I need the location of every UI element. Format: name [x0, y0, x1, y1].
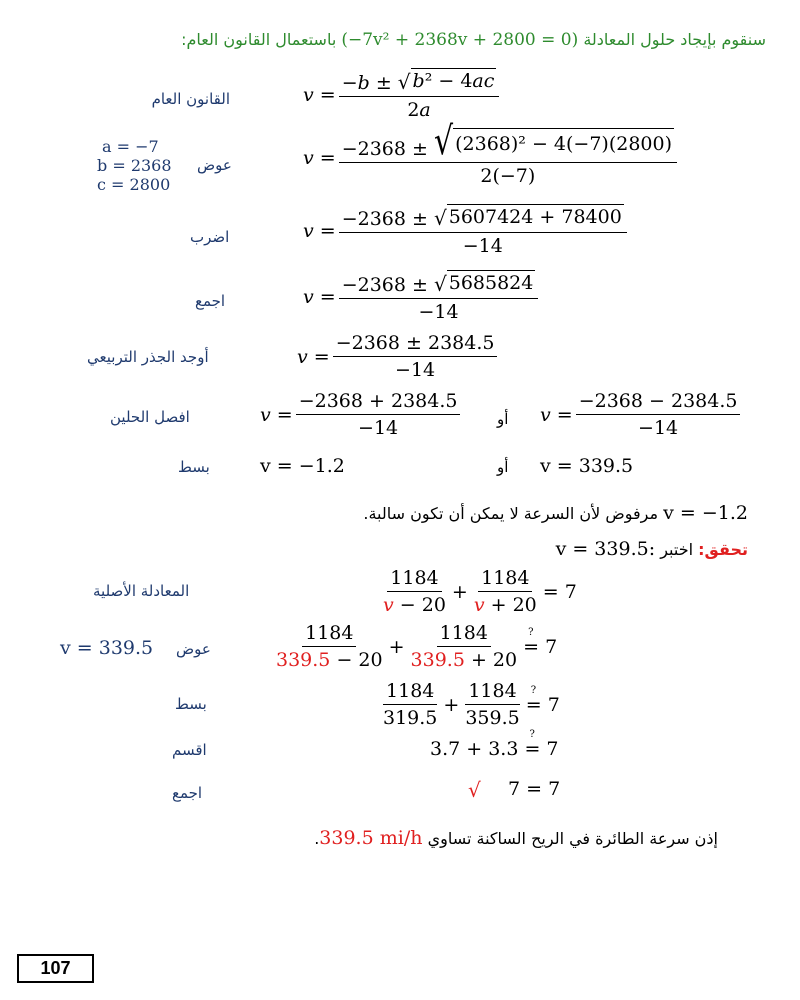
conclusion-text: إذن سرعة الطائرة في الريح الساكنة تساوي — [427, 829, 718, 848]
check-text: اختبر — [660, 540, 694, 559]
or-word: أو — [497, 458, 509, 476]
quadratic-formula: 𝑣 = −𝑏 ± √ 𝑏² − 4𝑎𝑐 2𝑎 — [303, 68, 502, 121]
conclusion-value: 339.5 mi/h — [319, 827, 423, 849]
substituted-check: $\frac{1184}{339.5 - 20}$ + $\frac{1184}{339.5 + 20}$ = ? 7 — [276, 622, 558, 671]
check-step-label: المعادلة الأصلية — [93, 582, 190, 600]
step-label: أوجد الجذر التربيعي — [87, 348, 209, 366]
separate-minus: 𝑣 = $\frac{-2368 - 2384.5}{-14}$ — [540, 390, 743, 439]
checkmark-icon: √ — [468, 778, 481, 802]
page-number: 107 — [17, 954, 94, 983]
check-step-label: اقسم — [172, 741, 207, 759]
step-label: القانون العام — [151, 90, 230, 108]
divided-expr: 3.7 + 3.3 — [430, 738, 519, 760]
result-1: v = −1.2 — [260, 455, 345, 477]
rejected-value: v = −1.2 — [663, 502, 748, 524]
given-c: c = 2800 — [97, 175, 171, 194]
check-given: v = 339.5 — [60, 637, 154, 659]
or-word: أو — [497, 410, 509, 428]
check-step-label: اجمع — [172, 784, 203, 802]
given-b: b = 2368 — [97, 156, 172, 175]
intro-text-before: سنقوم بإيجاد حلول المعادلة — [583, 30, 766, 49]
sqrt-formula: 𝑣 = $\frac{-2368 \pm 2384.5}{-14}$ — [297, 332, 500, 381]
substituted-formula: 𝑣 = −2368 ± √ (2368)² − 4(−7)(2800) 2(−7) — [303, 128, 680, 187]
check-step-label: عوض — [176, 640, 211, 658]
check-label: تحقق: — [698, 540, 748, 559]
step-label: افصل الحلين — [110, 408, 190, 426]
simplified-check: $\frac{1184}{319.5}$ + $\frac{1184}{359.5}$ = ? 7 — [383, 680, 560, 729]
step-label: عوض — [197, 156, 232, 174]
step-label: اضرب — [190, 228, 230, 246]
check-line — [556, 538, 748, 560]
check-step-label: بسط — [175, 695, 207, 713]
multiplied-formula: 𝑣 = −2368 ± √ 5607424 + 78400 −14 — [303, 204, 630, 257]
divided-check: 3.7 + 3.3 = ? 7 — [430, 729, 559, 760]
separate-plus: 𝑣 = $\frac{-2368 + 2384.5}{-14}$ — [260, 390, 463, 439]
intro-text-after: باستعمال القانون العام: — [181, 30, 337, 49]
conclusion-dot: . — [314, 829, 320, 848]
intro-line — [181, 30, 766, 50]
original-equation: $\frac{1184}{\text{𝑣 − 20}}$ + $\frac{1184}{\text{𝑣 + 20}}$ = 7 — [383, 567, 577, 616]
intro-equation: (−7v² + 2368v + 2800 = 0) — [341, 30, 579, 50]
conclusion-line — [314, 827, 718, 849]
rejection-line — [363, 502, 748, 524]
step-label: اجمع — [195, 292, 226, 310]
step-label: بسط — [178, 458, 210, 476]
added-formula: 𝑣 = −2368 ± √ 5685824 −14 — [303, 270, 541, 323]
final-check: 7 = 7 — [508, 778, 561, 800]
result-2: v = 339.5 — [540, 455, 634, 477]
rejection-text: مرفوض لأن السرعة لا يمكن أن تكون سالبة. — [363, 504, 659, 523]
given-a: a = −7 — [102, 137, 159, 156]
check-value: v = 339.5: — [555, 538, 656, 560]
